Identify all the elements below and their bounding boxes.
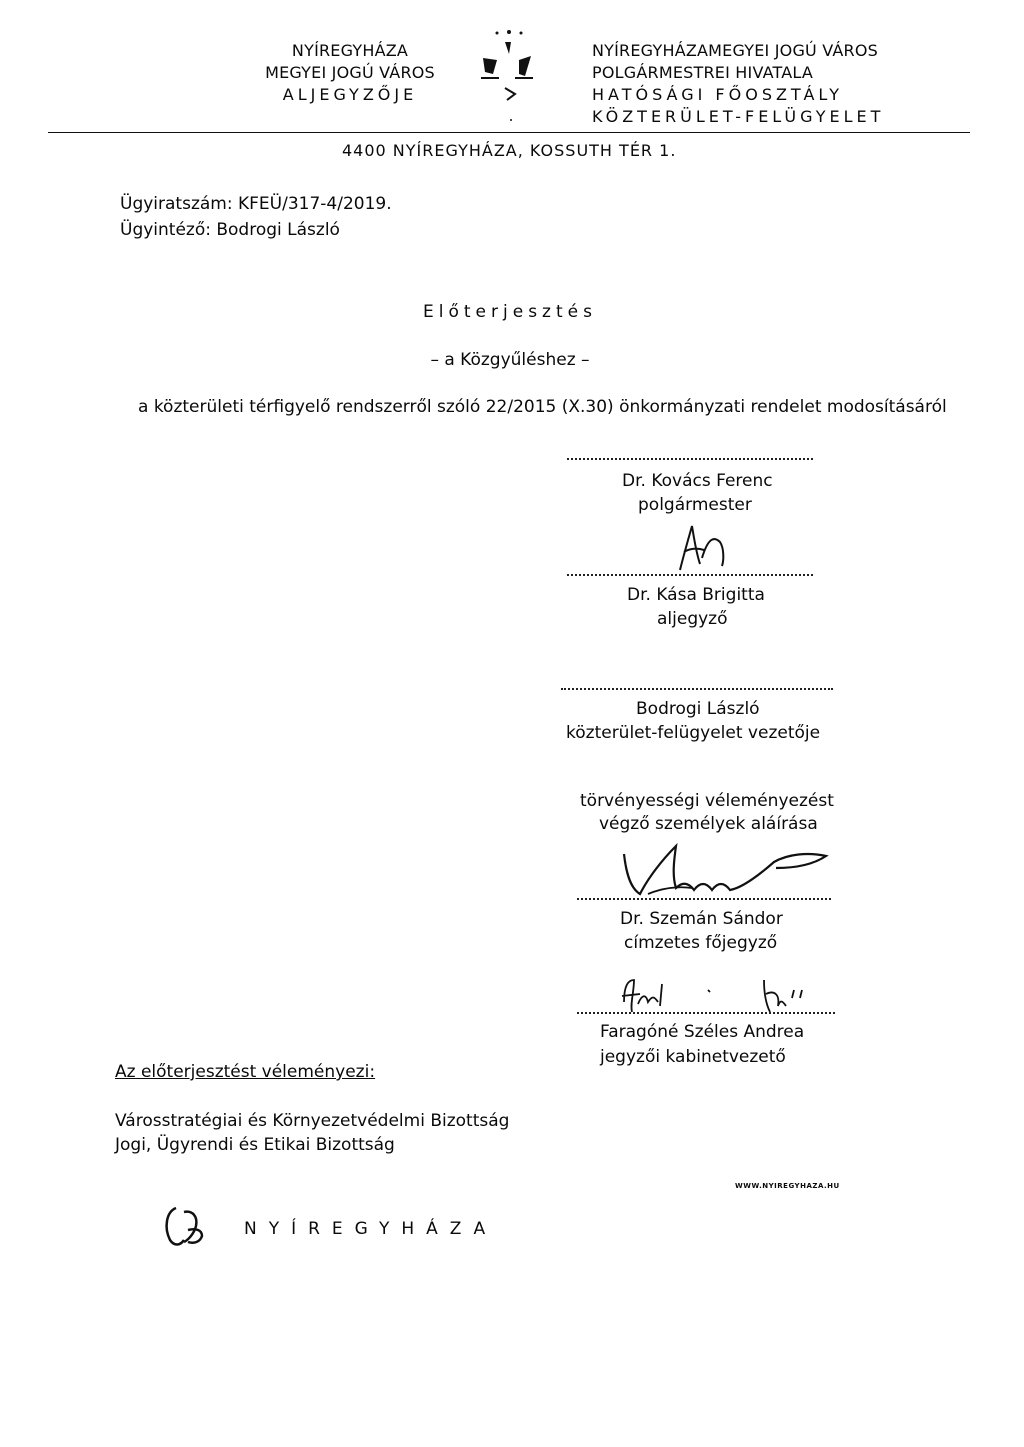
handwritten-signature-deputy-notary: [672, 518, 732, 576]
proposal-addressee: – a Közgyűléshez –: [430, 350, 590, 370]
issuer-left-line3: ALJEGYZŐJE: [282, 85, 418, 104]
signatory-name-supervision-head: Bodrogi László: [636, 699, 760, 719]
signatory-name-cabinet-head: Faragóné Széles Andrea: [600, 1022, 805, 1042]
legal-review-heading-line1: törvényességi véleményezést: [580, 791, 834, 811]
signatory-role-chief-notary: címzetes főjegyző: [624, 933, 778, 953]
legal-review-heading-line2: végző személyek aláírása: [599, 814, 818, 834]
header-rule: [48, 132, 970, 133]
signatory-name-chief-notary: Dr. Szemán Sándor: [620, 909, 783, 929]
coat-of-arms-icon: [475, 26, 545, 106]
reviewers-heading: Az előterjesztést véleményezi:: [115, 1062, 376, 1082]
signatory-role-cabinet-head: jegyzői kabinetvezető: [600, 1047, 786, 1067]
signature-line-chief-notary: [577, 898, 831, 900]
signatory-role-supervision-head: közterület-felügyelet vezetője: [566, 723, 821, 743]
issuer-right: [592, 40, 932, 128]
signatory-name-mayor: Dr. Kovács Ferenc: [622, 471, 773, 491]
city-logo-icon: [162, 1200, 210, 1250]
footer-brand: NYÍREGYHÁZA: [244, 1219, 498, 1239]
committee-item: Városstratégiai és Környezetvédelmi Bizottság: [115, 1111, 510, 1131]
issuer-right-line3: HATÓSÁGI FŐOSZTÁLY: [592, 85, 843, 104]
signature-line-mayor: [567, 458, 813, 460]
case-number: Ügyiratszám: KFEÜ/317-4/2019.: [120, 194, 392, 214]
issuer-left-line1: NYÍREGYHÁZA: [291, 41, 409, 60]
handwritten-signature-chief-notary: [618, 838, 838, 900]
committee-item: Jogi, Ügyrendi és Etikai Bizottság: [115, 1135, 395, 1155]
signatory-name-deputy-notary: Dr. Kása Brigitta: [627, 585, 765, 605]
footer-website: WWW.NYIREGYHAZA.HU: [735, 1182, 840, 1190]
signature-line-deputy-notary: [567, 574, 813, 576]
signatory-role-deputy-notary: aljegyző: [657, 609, 728, 629]
address: 4400 NYÍREGYHÁZA, KOSSUTH TÉR 1.: [342, 141, 677, 160]
signature-line-cabinet-head: [577, 1012, 835, 1014]
issuer-left: [250, 40, 450, 106]
proposal-subject: a közterületi térfigyelő rendszerről szóló 22/2015 (X.30) önkormányzati rendelet modosításáról: [138, 397, 947, 417]
issuer-right-line4: KÖZTERÜLET-FELÜGYELET: [592, 107, 885, 126]
signatory-role-mayor: polgármester: [638, 495, 752, 515]
handwritten-signature-cabinet-head: [618, 972, 838, 1016]
proposal-title: Előterjesztés: [423, 302, 597, 322]
issuer-left-line2: MEGYEI JOGÚ VÁROS: [265, 63, 435, 82]
issuer-right-line1: NYÍREGYHÁZAMEGYEI JOGÚ VÁROS: [592, 41, 878, 60]
signature-line-supervision-head: [561, 688, 833, 690]
case-handler: Ügyintéző: Bodrogi László: [120, 220, 340, 240]
issuer-right-line2: POLGÁRMESTREI HIVATALA: [592, 63, 813, 82]
